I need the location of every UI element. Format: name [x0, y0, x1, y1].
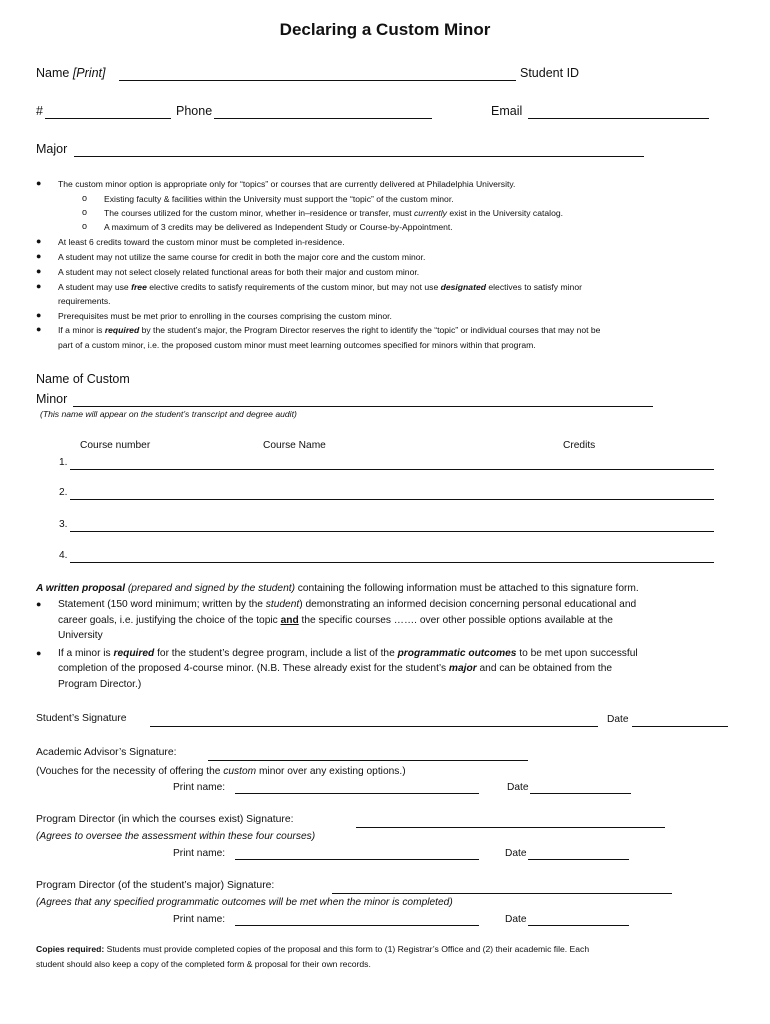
rule-6: Prerequisites must be met prior to enrolling in the courses comprising the custom minor.: [58, 311, 392, 321]
pd1-note: (Agrees to oversee the assessment within these four courses): [36, 831, 316, 842]
bullet-icon: ●: [36, 599, 42, 609]
bullet-icon: ●: [36, 266, 42, 276]
major-label: Major: [36, 142, 68, 156]
date-label: Date: [505, 914, 527, 925]
date-label: Date: [607, 714, 629, 725]
email-field[interactable]: [528, 118, 709, 119]
proposal-item-2: If a minor is required for the student’s degree program, include a list of the programmatic outcomes to be met upon successful: [58, 648, 638, 659]
course-row-number: 1.: [59, 457, 68, 468]
pd2-date-field[interactable]: [528, 925, 629, 926]
proposal-item-1-cont: University: [58, 630, 103, 641]
copies-required-note: Copies required: Students must provide completed copies of the proposal and this form to (1) Registrar’s Office and (2) their academic file. Each: [36, 944, 590, 954]
bullet-icon: ●: [36, 324, 42, 334]
proposal-item-1: Statement (150 word minimum; written by the student) demonstrating an informed decision concerning personal educational and: [58, 599, 637, 610]
print-name-label: Print name:: [173, 782, 226, 793]
course-row-field[interactable]: [70, 499, 714, 500]
course-row-number: 3.: [59, 519, 68, 530]
pd2-signature-field[interactable]: [332, 893, 672, 894]
pd1-signature-field[interactable]: [356, 827, 665, 828]
course-row-field[interactable]: [70, 562, 714, 563]
rule-5-cont: requirements.: [58, 296, 111, 306]
copies-required-note-cont: student should also keep a copy of the completed form & proposal for their own records.: [36, 959, 371, 969]
advisor-note: (Vouches for the necessity of offering the custom minor over any existing options.): [36, 766, 406, 777]
circle-bullet-icon: o: [82, 221, 88, 231]
rule-1b: The courses utilized for the custom minor, whether in–residence or transfer, must currently exist in the University catalog.: [104, 208, 564, 218]
custom-name-label: Name of Custom: [36, 372, 130, 386]
student-id-label: Student ID: [520, 66, 580, 80]
col-course-name: Course Name: [263, 440, 326, 451]
page-title: Declaring a Custom Minor: [279, 20, 491, 39]
pd2-note: (Agrees that any specified programmatic outcomes will be met when the minor is completed): [36, 897, 453, 908]
rule-7: If a minor is required by the student’s major, the Program Director reserves the right to identify the “topic” or individual courses that may not be: [58, 325, 601, 335]
rule-5: A student may use free elective credits to satisfy requirements of the custom minor, but may not use designated electives to satisfy minor: [58, 282, 582, 292]
circle-bullet-icon: o: [82, 193, 88, 203]
course-row-number: 4.: [59, 550, 68, 561]
rule-1: The custom minor option is appropriate only for “topics” or courses that are currently delivered at Philadelphia University.: [58, 179, 516, 189]
student-date-field[interactable]: [632, 726, 728, 727]
bullet-icon: ●: [36, 178, 42, 188]
print-name-label: Print name:: [173, 914, 226, 925]
proposal-item-1-cont: career goals, i.e. justifying the choice of the topic and the specific courses ……. over other possible options available at the: [58, 615, 613, 626]
rule-7-cont: part of a custom minor, i.e. the proposed custom minor must meet learning outcomes specified for minors within that program.: [58, 340, 536, 350]
circle-bullet-icon: o: [82, 207, 88, 217]
hash-label: #: [36, 104, 43, 118]
proposal-item-2-cont: completion of the proposed 4-course minor. (N.B. These already exist for the student’s major and can be obtained from the: [58, 663, 613, 674]
pd2-signature-label: Program Director (of the student’s major) Signature:: [36, 880, 275, 891]
date-label: Date: [505, 848, 527, 859]
phone-field[interactable]: [214, 118, 432, 119]
print-name-label: Print name:: [173, 848, 226, 859]
student-signature-field[interactable]: [150, 726, 598, 727]
rule-1c: A maximum of 3 credits may be delivered as Independent Study or Course-by-Appointment.: [104, 222, 453, 232]
course-row-number: 2.: [59, 487, 68, 498]
name-field[interactable]: [119, 80, 516, 81]
advisor-signature-field[interactable]: [208, 760, 528, 761]
rule-4: A student may not select closely related functional areas for both their major and custom minor.: [58, 267, 420, 277]
rule-2: At least 6 credits toward the custom minor must be completed in-residence.: [58, 237, 345, 247]
name-label: Name [Print]: [36, 66, 106, 80]
student-signature-label: Student’s Signature: [36, 713, 127, 724]
pd1-date-field[interactable]: [528, 859, 629, 860]
minor-label: Minor: [36, 392, 68, 406]
pd2-print-name-field[interactable]: [235, 925, 479, 926]
date-label: Date: [507, 782, 529, 793]
student-number-field[interactable]: [45, 118, 171, 119]
proposal-item-2-cont: Program Director.): [58, 679, 142, 690]
email-label: Email: [491, 104, 523, 118]
major-field[interactable]: [74, 156, 644, 157]
custom-name-note: (This name will appear on the student’s transcript and degree audit): [40, 409, 297, 419]
col-course-number: Course number: [80, 440, 151, 451]
bullet-icon: ●: [36, 251, 42, 261]
advisor-signature-label: Academic Advisor’s Signature:: [36, 747, 177, 758]
bullet-icon: ●: [36, 310, 42, 320]
phone-label: Phone: [176, 104, 213, 118]
bullet-icon: ●: [36, 281, 42, 291]
course-row-field[interactable]: [70, 469, 714, 470]
course-row-field[interactable]: [70, 531, 714, 532]
pd1-print-name-field[interactable]: [235, 859, 479, 860]
custom-minor-name-field[interactable]: [73, 406, 653, 407]
bullet-icon: ●: [36, 648, 42, 658]
bullet-icon: ●: [36, 236, 42, 246]
rule-1a: Existing faculty & facilities within the University must support the “topic” of the custom minor.: [104, 194, 454, 204]
pd1-signature-label: Program Director (in which the courses exist) Signature:: [36, 814, 294, 825]
advisor-date-field[interactable]: [530, 793, 631, 794]
col-credits: Credits: [563, 440, 596, 451]
advisor-print-name-field[interactable]: [235, 793, 479, 794]
rule-3: A student may not utilize the same course for credit in both the major core and the custom minor.: [58, 252, 426, 262]
proposal-lead: A written proposal (prepared and signed by the student) containing the following information must be attached to this signature form.: [36, 583, 639, 594]
